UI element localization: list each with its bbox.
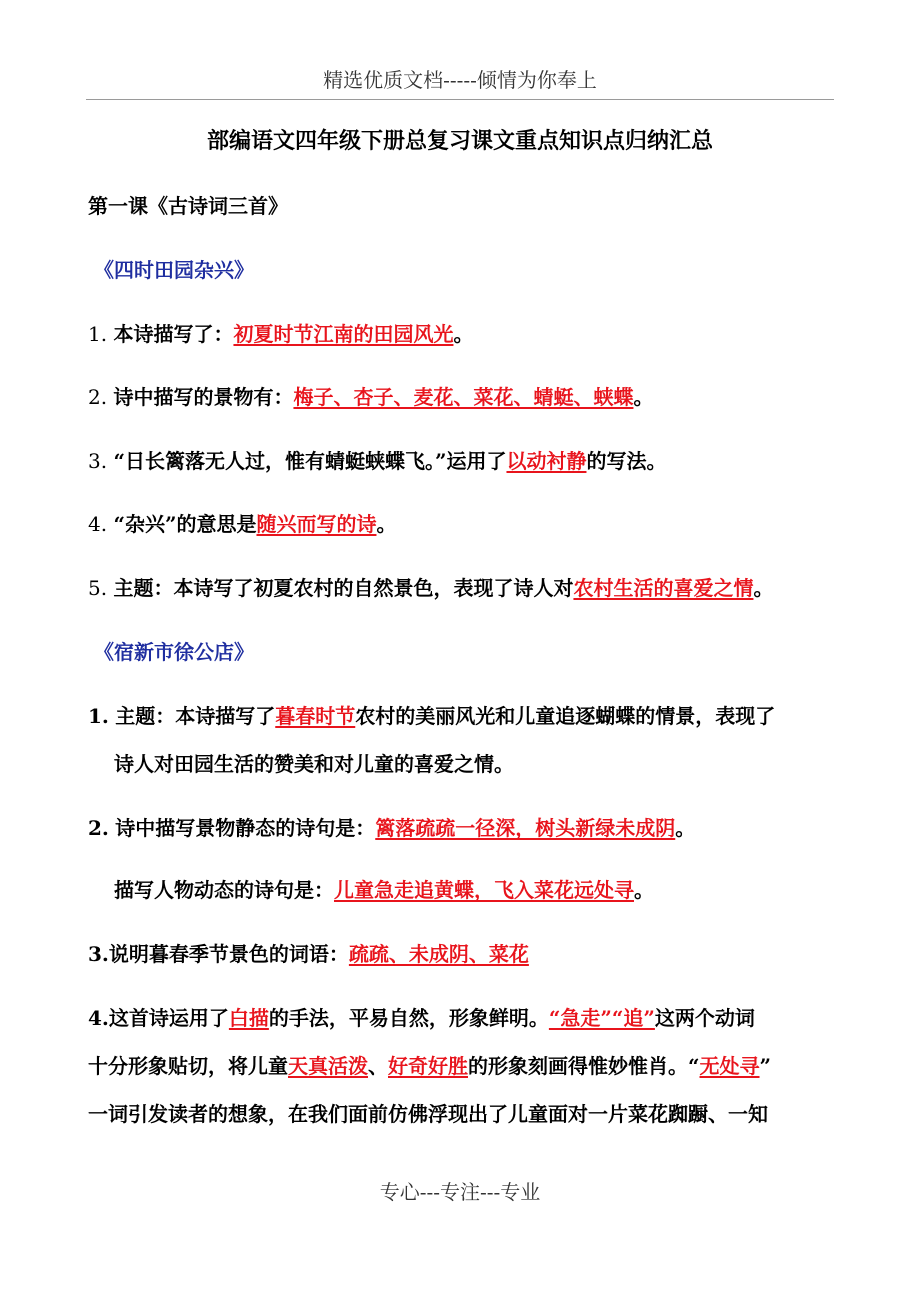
poem2-title: 《宿新市徐公店》 — [94, 640, 254, 664]
poem2-item-4-line-3: 一词引发读者的想象，在我们面前仿佛浮现出了儿童面对一片菜花踟蹰、一知 — [88, 1102, 768, 1126]
item-text: 说明暮春季节景色的词语： — [108, 942, 349, 966]
lesson-heading: 第一课《古诗词三首》 — [88, 194, 288, 218]
item-text: 十分形象贴切，将儿童 — [88, 1054, 288, 1078]
poem1-item-5 — [88, 574, 773, 602]
item-number: 5. — [88, 576, 108, 600]
poem1-item-3 — [88, 447, 666, 475]
item-text: 。 — [675, 816, 696, 840]
poem1-item-2 — [88, 383, 653, 411]
item-text: 诗中描写的景物有： — [113, 385, 294, 409]
poem2-item-4-line-2 — [88, 1052, 771, 1080]
item-text: ” — [759, 1054, 772, 1078]
item-text: 本诗描写了： — [113, 322, 234, 346]
answer-text: 农村生活的喜爱之情 — [573, 576, 754, 600]
poem2-item-4 — [88, 1004, 755, 1032]
item-text: 的形象刻画得惟妙惟肖。“ — [468, 1054, 700, 1078]
poem2-item-1-continued: 诗人对田园生活的赞美和对儿童的喜爱之情。 — [114, 752, 514, 776]
item-number: 1. — [88, 322, 108, 346]
item-number: 1. — [88, 704, 109, 728]
answer-text: 初夏时节江南的田园风光 — [233, 322, 454, 346]
poem1-item-4 — [88, 510, 396, 538]
answer-text: 天真活泼 — [288, 1054, 368, 1078]
answer-text: “急走”“追” — [548, 1006, 655, 1030]
item-text: “日长篱落无人过，惟有蜻蜓蛱蝶飞。”运用了 — [113, 449, 507, 473]
poem1-title: 《四时田园杂兴》 — [94, 258, 254, 282]
poem2-item-3 — [88, 940, 529, 968]
item-text: 农村的美丽风光和儿童追逐蝴蝶的情景，表现了 — [355, 704, 776, 728]
answer-text: 以动衬静 — [506, 449, 587, 473]
document-title: 部编语文四年级下册总复习课文重点知识点归纳汇总 — [206, 128, 713, 154]
item-number: 2. — [88, 816, 109, 840]
poem2-item-1 — [88, 702, 775, 730]
item-number: 2. — [88, 385, 108, 409]
page-footer: 专心---专注---专业 — [379, 1180, 541, 1204]
item-text: 诗中描写景物静态的诗句是： — [115, 816, 376, 840]
answer-text: 梅子、杏子、麦花、菜花、蜻蜓、蛱蝶 — [293, 385, 634, 409]
item-number: 3. — [88, 942, 109, 966]
answer-text: 篱落疏疏一径深，树头新绿未成阴 — [375, 816, 676, 840]
answer-text: 无处寻 — [699, 1054, 760, 1078]
header-divider — [86, 99, 834, 100]
item-text: 。 — [753, 576, 774, 600]
item-text: 。 — [376, 512, 397, 536]
poem2-item-2b — [114, 876, 654, 904]
item-text: 。 — [634, 878, 654, 902]
poem2-item-2 — [88, 814, 695, 842]
answer-text: 随兴而写的诗 — [256, 512, 377, 536]
item-number: 4. — [88, 1006, 109, 1030]
item-text: 的写法。 — [586, 449, 667, 473]
item-text: “杂兴”的意思是 — [113, 512, 257, 536]
answer-text: 白描 — [228, 1006, 269, 1030]
item-text: 的手法，平易自然，形象鲜明。 — [268, 1006, 549, 1030]
item-text: 。 — [633, 385, 654, 409]
answer-text: 儿童急走追黄蝶，飞入菜花远处寻 — [334, 878, 634, 902]
item-text: 这两个动词 — [654, 1006, 755, 1030]
item-text: 主题：本诗描写了 — [115, 704, 276, 728]
answer-text: 暮春时节 — [275, 704, 356, 728]
page-header: 精选优质文档-----倾情为你奉上 — [323, 68, 597, 92]
item-text: 描写人物动态的诗句是： — [114, 878, 334, 902]
poem1-item-1 — [88, 320, 473, 348]
answer-text: 好奇好胜 — [388, 1054, 468, 1078]
item-text: 主题：本诗写了初夏农村的自然景色，表现了诗人对 — [113, 576, 574, 600]
answer-text: 疏疏、未成阴、菜花 — [348, 942, 529, 966]
item-text: 这首诗运用了 — [108, 1006, 229, 1030]
item-number: 4. — [88, 512, 108, 536]
item-number: 3. — [88, 449, 108, 473]
item-text: 、 — [368, 1054, 388, 1078]
item-text: 。 — [453, 322, 474, 346]
